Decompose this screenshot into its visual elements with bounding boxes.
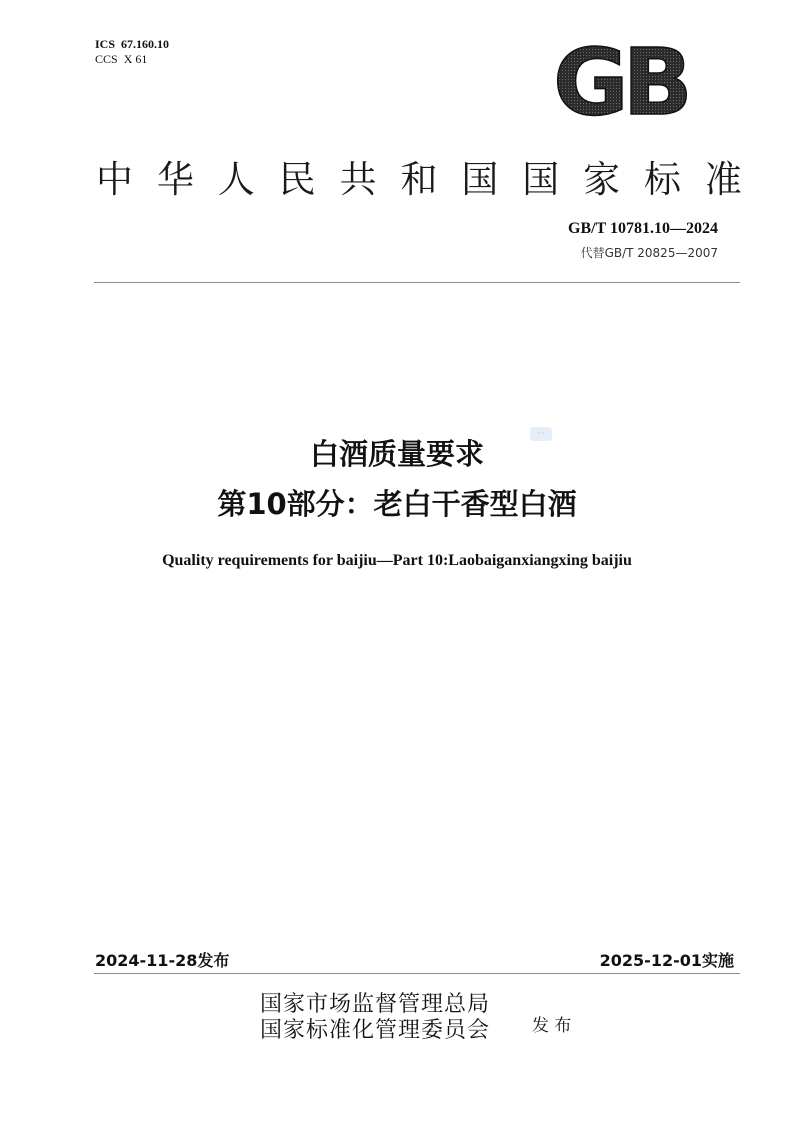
publish-label: 发 布 bbox=[532, 1016, 572, 1036]
issue-date: 2024-11-28发布 bbox=[95, 951, 230, 970]
issuing-authorities bbox=[260, 992, 490, 1044]
logo-text: GB bbox=[553, 42, 687, 122]
national-title-char: 共 bbox=[339, 158, 377, 201]
top-divider bbox=[94, 282, 740, 283]
document-title: 白酒质量要求 bbox=[309, 437, 484, 471]
ics-label: ICS bbox=[95, 37, 116, 51]
national-standard-title bbox=[96, 152, 742, 200]
replaces-standard: 代替GB/T 20825—2007 bbox=[580, 246, 718, 260]
national-title-char: 华 bbox=[156, 158, 194, 201]
gb-logo bbox=[540, 42, 700, 122]
national-title-char: 中 bbox=[96, 158, 133, 201]
ics-line bbox=[95, 37, 169, 52]
national-title-char: 人 bbox=[217, 158, 255, 201]
english-title: Quality requirements for baijiu—Part 10:Laobaiganxiangxing baijiu bbox=[162, 552, 632, 569]
ccs-line bbox=[95, 52, 169, 67]
national-title-char: 国 bbox=[461, 158, 499, 201]
standard-number: GB/T 10781.10—2024 bbox=[568, 220, 718, 237]
watermark-icon: ◦◦ bbox=[530, 427, 552, 441]
document-part-title: 第10部分：老白干香型白酒 bbox=[217, 487, 577, 521]
ccs-code: X 61 bbox=[123, 52, 148, 66]
national-title-char: 准 bbox=[704, 158, 742, 201]
ics-code: 67.160.10 bbox=[121, 37, 170, 51]
national-title-char: 民 bbox=[278, 158, 316, 201]
national-title-char: 标 bbox=[644, 158, 682, 201]
issuer-samr: 国家市场监督管理总局 bbox=[260, 992, 491, 1017]
implementation-date: 2025-12-01实施 bbox=[599, 951, 734, 970]
national-title-char: 国 bbox=[522, 158, 560, 201]
national-title-char: 家 bbox=[583, 158, 621, 201]
bottom-divider bbox=[94, 973, 740, 974]
national-title-char: 和 bbox=[400, 158, 438, 201]
ccs-label: CCS bbox=[95, 52, 118, 66]
issuer-sac: 国家标准化管理委员会 bbox=[260, 1018, 491, 1043]
classification-codes bbox=[95, 37, 169, 67]
